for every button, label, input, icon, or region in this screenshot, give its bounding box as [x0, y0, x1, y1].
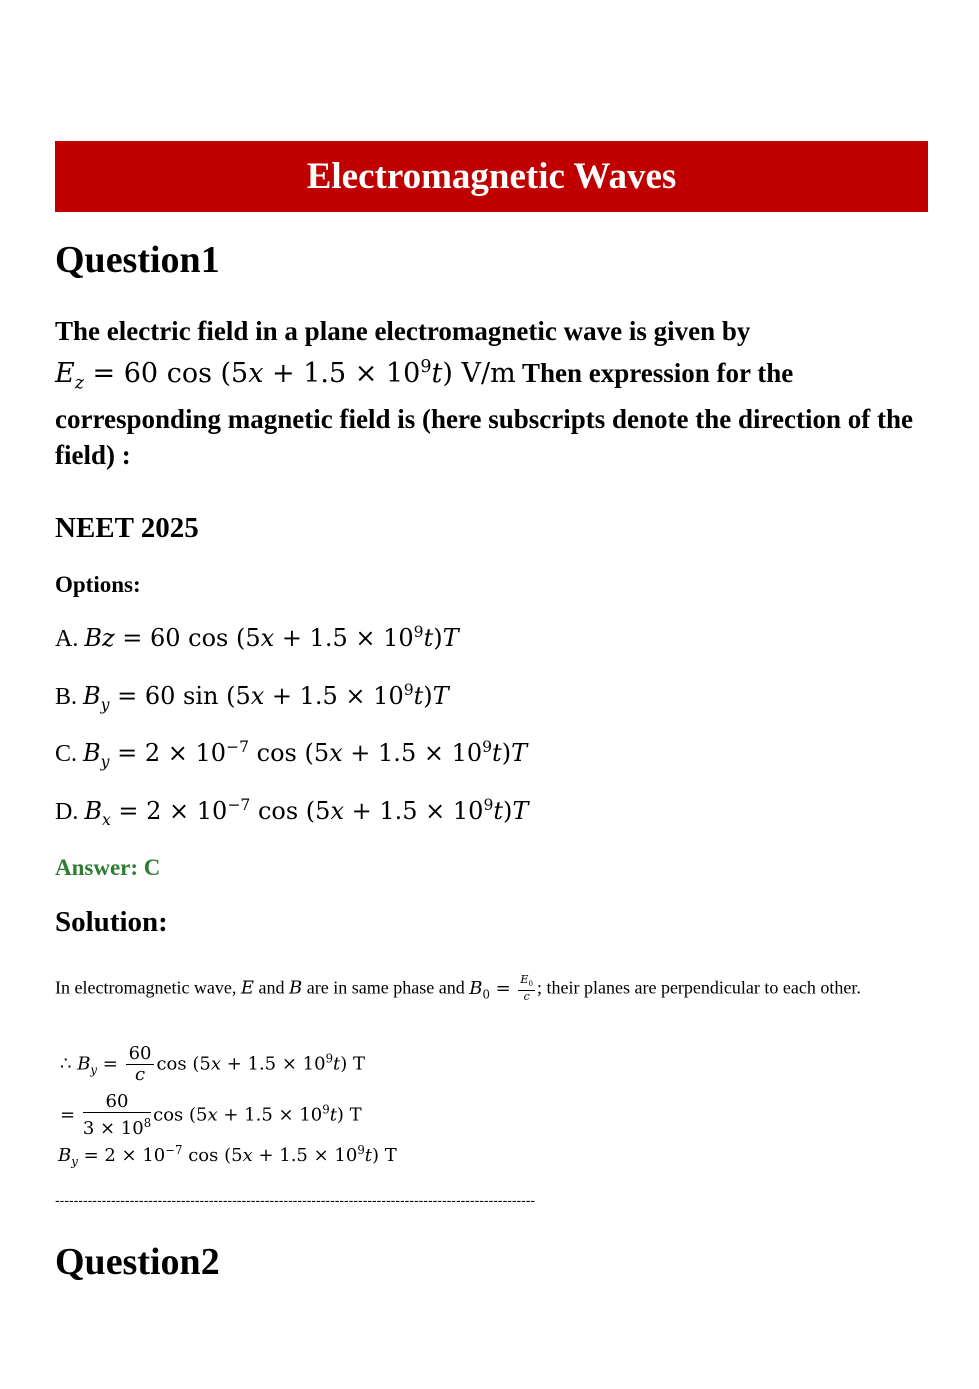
- solution-text-b: are in same phase and: [306, 977, 465, 998]
- solution-text-a: In electromagnetic wave,: [55, 977, 237, 998]
- chapter-title: Electromagnetic Waves: [306, 156, 677, 197]
- section-divider: -------------------------------------------------------------------------------------------------------: [55, 1192, 536, 1208]
- option-a-expr: Bz = 60 $\cos (5x + 1.5 \times 10^9t)T$: [84, 623, 459, 652]
- options-label: Options:: [55, 572, 141, 597]
- solution-step-2: = $\frac{60}{3 \times 10^8}$ $\cos (5x + 1.5 \times 10^9t)$ T: [60, 1091, 362, 1139]
- question-1-title: Question1: [55, 239, 220, 281]
- option-c: [55, 738, 527, 771]
- question-1-text: [55, 313, 935, 473]
- option-d: [55, 796, 528, 829]
- option-d-expr: $B_x = 2 \times 10^{-7}$ $\cos (5x + 1.5 \times 10^9t)T$: [84, 796, 529, 829]
- solution-text-c: ; their planes are perpendicular to each other.: [537, 977, 861, 998]
- option-a-label: A.: [55, 626, 79, 652]
- question-2-title: Question2: [55, 1241, 220, 1283]
- answer: Answer: C: [55, 855, 161, 880]
- solution-step-1: ∴ $B_y$ = $\frac{60}{c}$ $\cos (5x + 1.5 \times 10^9t)$ T: [60, 1043, 365, 1085]
- question-1-text-part2: Then expression for the corresponding magnetic field is (here subscripts denote the direction of the field) :: [55, 358, 913, 471]
- question-1-equation: $E_z = 60$ $\cos (5x + 1.5 \times 10^9t)$ V/m: [55, 357, 516, 394]
- exam-tag: NEET 2025: [55, 512, 199, 544]
- option-d-label: D.: [55, 799, 79, 825]
- question-1-text-part1: The electric field in a plane electromagnetic wave is given by: [55, 316, 751, 346]
- solution-step-3: $B_y = 2 \times 10^{-7}$ $\cos (5x + 1.5 \times 10^9t)$ T: [58, 1143, 397, 1169]
- option-a: [55, 623, 459, 653]
- chapter-banner: [55, 141, 928, 212]
- solution-text: In electromagnetic wave, E and B are in same phase and $B_0$ = $\frac{E_0}{c}$ ; their planes are perpendicular to each other.: [55, 973, 861, 1004]
- option-c-expr: $B_y = 2 \times 10^{-7}$ $\cos (5x + 1.5 \times 10^9t)T$: [83, 738, 528, 771]
- option-b: [55, 681, 449, 714]
- solution-heading: Solution:: [55, 906, 168, 938]
- option-b-label: B.: [55, 684, 78, 710]
- option-c-label: C.: [55, 741, 78, 767]
- option-b-expr: $B_y = 60$ $\sin (5x + 1.5 \times 10^9t)T$: [83, 681, 449, 714]
